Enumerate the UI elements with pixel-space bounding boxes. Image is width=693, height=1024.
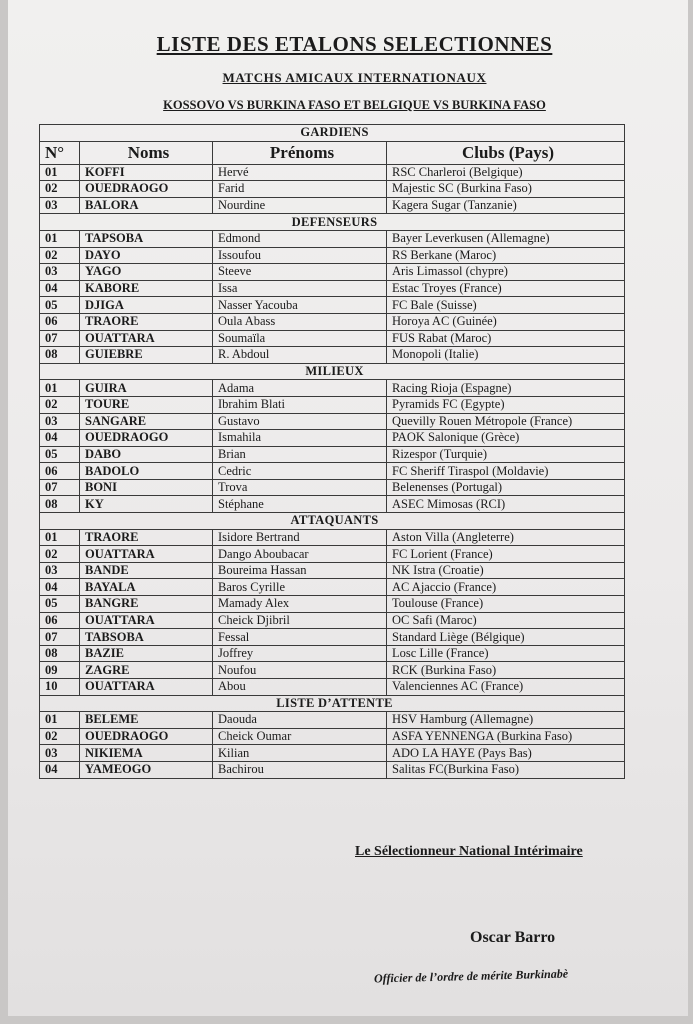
section-row	[40, 363, 625, 380]
player-lastname: BAZIE	[80, 645, 213, 662]
section-row	[40, 695, 625, 712]
player-row	[40, 230, 625, 247]
player-firstname: Cedric	[213, 463, 387, 480]
player-row	[40, 629, 625, 646]
player-lastname: ZAGRE	[80, 662, 213, 679]
player-firstname: Ismahila	[213, 430, 387, 447]
player-club: ASFA YENNENGA (Burkina Faso)	[387, 728, 625, 745]
player-firstname: Cheick Oumar	[213, 728, 387, 745]
player-firstname: Bachirou	[213, 761, 387, 778]
player-club: Aston Villa (Angleterre)	[387, 529, 625, 546]
player-club: Kagera Sugar (Tanzanie)	[387, 197, 625, 214]
player-firstname: Abou	[213, 679, 387, 696]
player-row	[40, 728, 625, 745]
header-club: Clubs (Pays)	[387, 141, 625, 164]
player-number: 02	[40, 396, 80, 413]
player-club: Belenenses (Portugal)	[387, 479, 625, 496]
player-firstname: Boureima Hassan	[213, 562, 387, 579]
player-firstname: Edmond	[213, 230, 387, 247]
roster-table	[39, 124, 625, 779]
player-club: Majestic SC (Burkina Faso)	[387, 181, 625, 198]
header-prenom: Prénoms	[213, 141, 387, 164]
player-firstname: Mamady Alex	[213, 596, 387, 613]
player-firstname: Farid	[213, 181, 387, 198]
player-lastname: TABSOBA	[80, 629, 213, 646]
player-lastname: BAYALA	[80, 579, 213, 596]
player-lastname: BANDE	[80, 562, 213, 579]
player-firstname: Brian	[213, 446, 387, 463]
player-club: HSV Hamburg (Allemagne)	[387, 712, 625, 729]
player-number: 02	[40, 247, 80, 264]
player-lastname: GUIRA	[80, 380, 213, 397]
document-page	[8, 0, 688, 1016]
player-number: 08	[40, 347, 80, 364]
section-title: DEFENSEURS	[40, 214, 625, 231]
player-firstname: Isidore Bertrand	[213, 529, 387, 546]
player-number: 06	[40, 612, 80, 629]
player-row	[40, 463, 625, 480]
player-number: 09	[40, 662, 80, 679]
player-club: FC Lorient (France)	[387, 546, 625, 563]
player-number: 04	[40, 579, 80, 596]
player-row	[40, 347, 625, 364]
player-club: OC Safi (Maroc)	[387, 612, 625, 629]
player-number: 08	[40, 645, 80, 662]
player-lastname: TRAORE	[80, 313, 213, 330]
player-club: Aris Limassol (chypre)	[387, 264, 625, 281]
player-firstname: Trova	[213, 479, 387, 496]
player-lastname: TRAORE	[80, 529, 213, 546]
player-club: NK Istra (Croatie)	[387, 562, 625, 579]
matches-line: KOSSOVO VS BURKINA FASO ET BELGIQUE VS BURKINA FASO	[163, 98, 546, 112]
player-number: 05	[40, 297, 80, 314]
player-club: Racing Rioja (Espagne)	[387, 380, 625, 397]
section-row	[40, 125, 625, 142]
player-row	[40, 280, 625, 297]
player-lastname: OUATTARA	[80, 330, 213, 347]
section-row	[40, 513, 625, 530]
player-lastname: YAGO	[80, 264, 213, 281]
player-lastname: OUEDRAOGO	[80, 430, 213, 447]
player-club: Toulouse (France)	[387, 596, 625, 613]
player-club: RS Berkane (Maroc)	[387, 247, 625, 264]
player-lastname: BADOLO	[80, 463, 213, 480]
player-firstname: Oula Abass	[213, 313, 387, 330]
player-number: 07	[40, 479, 80, 496]
player-club: Quevilly Rouen Métropole (France)	[387, 413, 625, 430]
player-lastname: OUEDRAOGO	[80, 728, 213, 745]
player-lastname: TAPSOBA	[80, 230, 213, 247]
player-number: 01	[40, 230, 80, 247]
player-row	[40, 712, 625, 729]
player-number: 01	[40, 712, 80, 729]
player-firstname: Issa	[213, 280, 387, 297]
player-firstname: Hervé	[213, 164, 387, 181]
player-row	[40, 496, 625, 513]
player-row	[40, 479, 625, 496]
player-club: ASEC Mimosas (RCI)	[387, 496, 625, 513]
player-firstname: Nourdine	[213, 197, 387, 214]
player-number: 02	[40, 728, 80, 745]
player-firstname: Joffrey	[213, 645, 387, 662]
player-club: Rizespor (Turquie)	[387, 446, 625, 463]
player-club: FC Sheriff Tiraspol (Moldavie)	[387, 463, 625, 480]
player-number: 04	[40, 430, 80, 447]
player-firstname: Nasser Yacouba	[213, 297, 387, 314]
player-lastname: GUIEBRE	[80, 347, 213, 364]
player-number: 10	[40, 679, 80, 696]
player-lastname: BONI	[80, 479, 213, 496]
player-row	[40, 380, 625, 397]
section-title: MILIEUX	[40, 363, 625, 380]
player-club: AC Ajaccio (France)	[387, 579, 625, 596]
section-row	[40, 214, 625, 231]
player-lastname: DJIGA	[80, 297, 213, 314]
player-row	[40, 430, 625, 447]
player-number: 02	[40, 546, 80, 563]
player-firstname: R. Abdoul	[213, 347, 387, 364]
player-firstname: Stéphane	[213, 496, 387, 513]
player-firstname: Issoufou	[213, 247, 387, 264]
player-lastname: DABO	[80, 446, 213, 463]
player-number: 03	[40, 745, 80, 762]
player-lastname: TOURE	[80, 396, 213, 413]
player-firstname: Adama	[213, 380, 387, 397]
player-row	[40, 247, 625, 264]
player-firstname: Fessal	[213, 629, 387, 646]
player-row	[40, 446, 625, 463]
player-club: Pyramids FC (Egypte)	[387, 396, 625, 413]
player-number: 03	[40, 562, 80, 579]
section-title: LISTE D’ATTENTE	[40, 695, 625, 712]
player-number: 03	[40, 413, 80, 430]
player-row	[40, 645, 625, 662]
player-firstname: Soumaïla	[213, 330, 387, 347]
player-lastname: NIKIEMA	[80, 745, 213, 762]
player-firstname: Ibrahim Blati	[213, 396, 387, 413]
player-row	[40, 330, 625, 347]
player-lastname: BANGRE	[80, 596, 213, 613]
player-number: 02	[40, 181, 80, 198]
section-title: ATTAQUANTS	[40, 513, 625, 530]
player-row	[40, 264, 625, 281]
player-number: 07	[40, 330, 80, 347]
player-number: 04	[40, 280, 80, 297]
player-number: 06	[40, 313, 80, 330]
player-number: 03	[40, 264, 80, 281]
player-lastname: SANGARE	[80, 413, 213, 430]
player-club: Standard Liège (Bélgique)	[387, 629, 625, 646]
player-club: RSC Charleroi (Belgique)	[387, 164, 625, 181]
player-lastname: DAYO	[80, 247, 213, 264]
player-firstname: Noufou	[213, 662, 387, 679]
player-lastname: BALORA	[80, 197, 213, 214]
player-lastname: OUATTARA	[80, 546, 213, 563]
player-number: 05	[40, 446, 80, 463]
player-lastname: KOFFI	[80, 164, 213, 181]
header-row	[40, 141, 625, 164]
player-row	[40, 164, 625, 181]
player-row	[40, 612, 625, 629]
section-title: GARDIENS	[40, 125, 625, 142]
coach-name: Oscar Barro	[470, 929, 556, 946]
player-firstname: Cheick Djibril	[213, 612, 387, 629]
player-firstname: Gustavo	[213, 413, 387, 430]
player-row	[40, 579, 625, 596]
player-firstname: Steeve	[213, 264, 387, 281]
player-row	[40, 181, 625, 198]
player-number: 04	[40, 761, 80, 778]
player-row	[40, 562, 625, 579]
player-club: FUS Rabat (Maroc)	[387, 330, 625, 347]
player-row	[40, 761, 625, 778]
player-lastname: OUATTARA	[80, 612, 213, 629]
player-row	[40, 197, 625, 214]
player-row	[40, 679, 625, 696]
roster-body	[40, 125, 625, 779]
player-club: Valenciennes AC (France)	[387, 679, 625, 696]
player-row	[40, 297, 625, 314]
player-row	[40, 662, 625, 679]
player-number: 01	[40, 380, 80, 397]
player-club: PAOK Salonique (Grèce)	[387, 430, 625, 447]
player-club: RCK (Burkina Faso)	[387, 662, 625, 679]
player-club: Salitas FC(Burkina Faso)	[387, 761, 625, 778]
player-row	[40, 546, 625, 563]
player-row	[40, 413, 625, 430]
player-firstname: Dango Aboubacar	[213, 546, 387, 563]
player-club: Horoya AC (Guinée)	[387, 313, 625, 330]
player-club: Estac Troyes (France)	[387, 280, 625, 297]
player-club: Bayer Leverkusen (Allemagne)	[387, 230, 625, 247]
player-row	[40, 596, 625, 613]
player-lastname: OUEDRAOGO	[80, 181, 213, 198]
player-lastname: KABORE	[80, 280, 213, 297]
header-num: N°	[40, 141, 80, 164]
coach-title: Le Sélectionneur National Intérimaire	[355, 844, 583, 859]
player-number: 03	[40, 197, 80, 214]
player-firstname: Baros Cyrille	[213, 579, 387, 596]
player-firstname: Daouda	[213, 712, 387, 729]
player-lastname: YAMEOGO	[80, 761, 213, 778]
coach-honor: Officier de l’ordre de mérite Burkinabè	[373, 966, 569, 986]
player-number: 07	[40, 629, 80, 646]
header-nom: Noms	[80, 141, 213, 164]
player-row	[40, 396, 625, 413]
player-number: 06	[40, 463, 80, 480]
player-lastname: KY	[80, 496, 213, 513]
player-row	[40, 745, 625, 762]
player-firstname: Kilian	[213, 745, 387, 762]
document-title: LISTE DES ETALONS SELECTIONNES	[156, 32, 553, 56]
player-club: ADO LA HAYE (Pays Bas)	[387, 745, 625, 762]
player-lastname: OUATTARA	[80, 679, 213, 696]
player-row	[40, 313, 625, 330]
player-club: Monopoli (Italie)	[387, 347, 625, 364]
player-number: 05	[40, 596, 80, 613]
player-number: 01	[40, 529, 80, 546]
player-row	[40, 529, 625, 546]
player-lastname: BELEME	[80, 712, 213, 729]
player-number: 08	[40, 496, 80, 513]
player-club: Losc Lille (France)	[387, 645, 625, 662]
document-subtitle: MATCHS AMICAUX INTERNATIONAUX	[222, 70, 487, 85]
player-number: 01	[40, 164, 80, 181]
player-club: FC Bale (Suisse)	[387, 297, 625, 314]
